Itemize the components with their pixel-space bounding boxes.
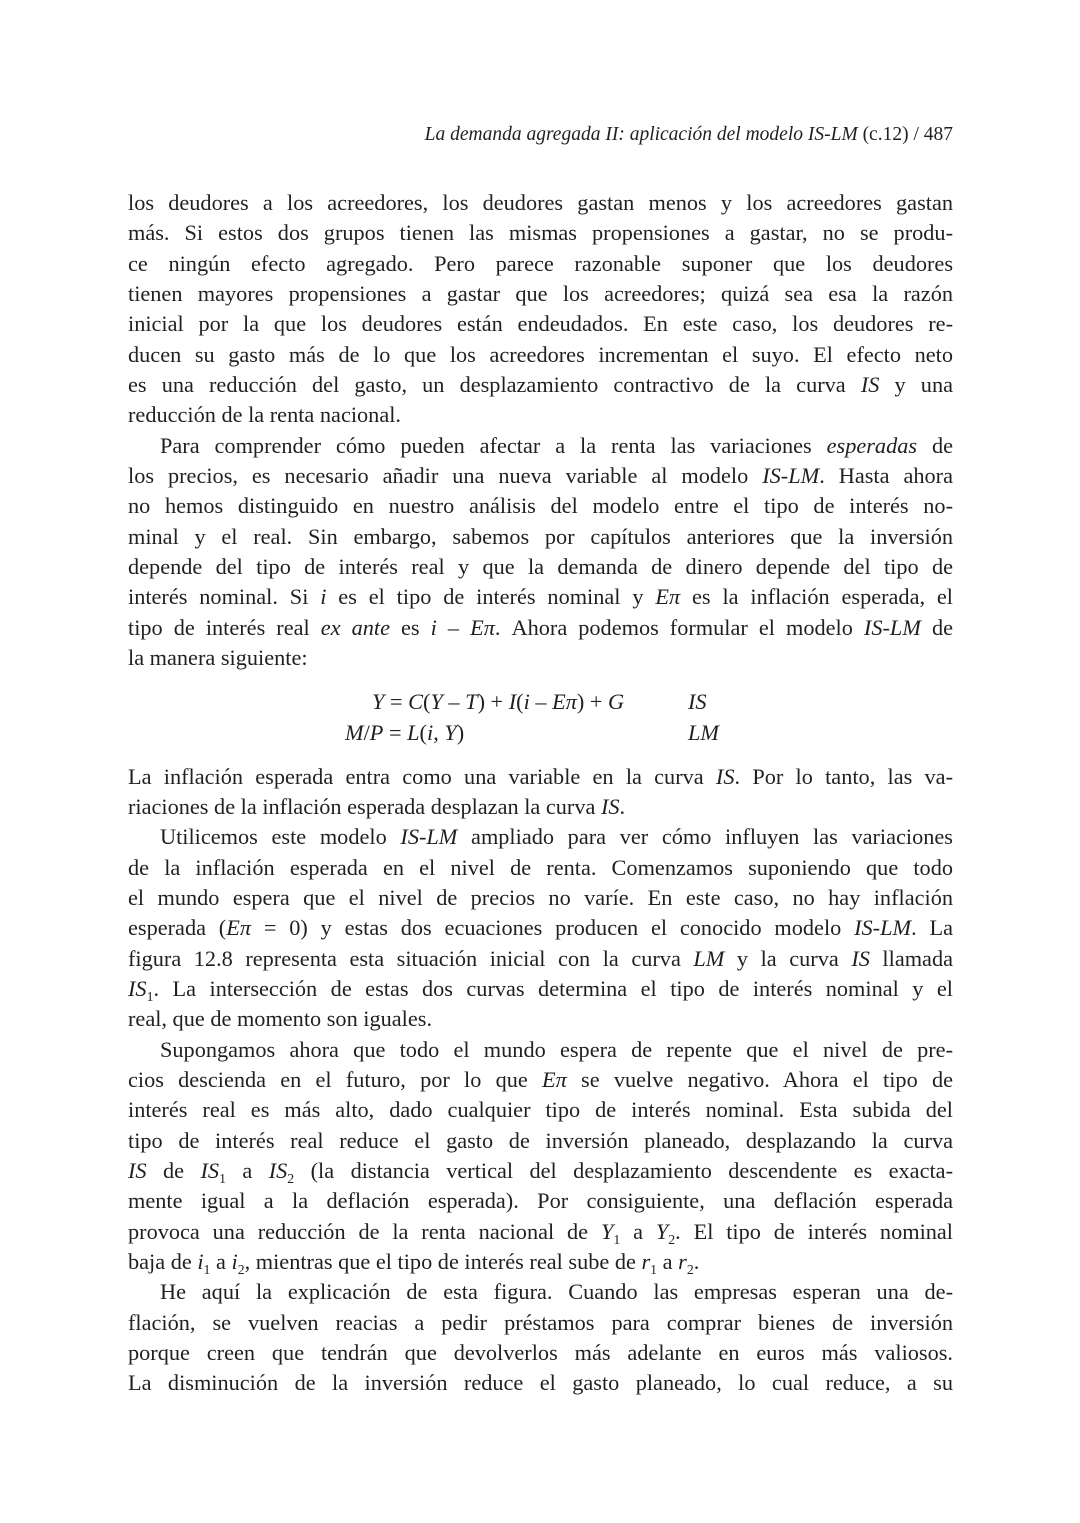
text-run: = 0) y estas dos ecuaciones producen el conocido modelo: [251, 915, 855, 941]
text-run: reducción de la renta nacional.: [128, 402, 401, 428]
text-run: es una reducción del gasto, un desplazamiento contractivo de la curva: [128, 372, 861, 398]
text-run: Para comprender cómo pueden afectar a la renta las variaciones: [160, 432, 827, 458]
italic-text: Eπ: [552, 688, 577, 714]
italic-text: IS: [715, 763, 735, 789]
italic-text: Eπ: [542, 1066, 567, 1092]
text-run: figura 12.8 representa esta situación inicial con la curva: [128, 945, 694, 971]
text-line: [128, 883, 953, 913]
italic-text: IS: [128, 1157, 147, 1183]
italic-text: i: [426, 719, 434, 745]
text-run: de la inflación esperada en el nivel de renta. Comenzamos suponiendo que todo: [128, 854, 953, 880]
text-run: a: [225, 1157, 269, 1183]
italic-text: IS: [268, 1157, 288, 1183]
paragraph: [128, 1277, 953, 1398]
text-run: –: [442, 688, 466, 714]
text-run: ce ningún efecto agregado. Pero parece razonable suponer que los deudores: [128, 250, 953, 276]
italic-text: C: [408, 688, 424, 714]
italic-text: P: [369, 719, 384, 745]
text-run: riaciones de la inflación esperada desplazan la curva: [128, 793, 601, 819]
paragraph: [128, 431, 953, 674]
text-run: la manera siguiente:: [128, 645, 308, 671]
paragraph: [128, 822, 953, 1034]
text-run: ducen su gasto más de lo que los acreedores incrementan el suyo. El efecto neto: [128, 341, 953, 367]
text-line: [128, 582, 953, 612]
italic-text: IS: [860, 372, 880, 398]
text-line: [128, 491, 953, 521]
subscript: 2: [668, 1231, 676, 1247]
text-run: Supongamos ahora que todo el mundo espera de repente que el nivel de pre-: [160, 1036, 953, 1062]
text-run: porque creen que tendrán que devolverlos más adelante en euros más valiosos.: [128, 1340, 953, 1366]
italic-text: G: [608, 688, 625, 714]
text-run: =: [384, 688, 409, 714]
text-run: provoca una reducción de la renta nacional de: [128, 1218, 601, 1244]
subscript: 2: [287, 1170, 295, 1186]
text-run: (la distancia vertical del desplazamiento descendente es exacta-: [294, 1157, 953, 1183]
text-run: a: [210, 1249, 232, 1274]
text-line: [128, 461, 953, 491]
header-page-number: (c.12) / 487: [862, 124, 953, 145]
text-run: (: [516, 688, 524, 714]
text-run: baja de: [128, 1249, 198, 1274]
italic-text: r: [641, 1249, 651, 1274]
italic-text: Eπ: [655, 584, 681, 610]
italic-text: i: [523, 688, 530, 714]
header-title: La demanda agregada II: aplicación del modelo IS-LM: [424, 124, 858, 145]
text-run: . Hasta ahora: [819, 463, 953, 489]
text-run: interés real es más alto, dado cualquier tipo de interés nominal. Esta subida del: [128, 1097, 953, 1123]
italic-text: M: [345, 719, 364, 745]
text-run: .: [693, 1249, 700, 1274]
text-line: [128, 188, 953, 218]
text-line: [128, 1217, 953, 1247]
text-run: depende del tipo de interés real y que la demanda de dinero depende del tipo de: [128, 554, 953, 580]
subscript: 2: [237, 1261, 245, 1277]
text-line: [128, 1035, 953, 1065]
paragraph: [128, 1035, 953, 1278]
italic-text: Y: [600, 1218, 614, 1244]
text-run: La disminución de la inversión reduce el gasto planeado, lo cual reduce, a su: [128, 1370, 953, 1396]
text-run: es la inflación esperada, el: [680, 584, 953, 610]
text-run: –: [529, 688, 553, 714]
text-run: esperada (: [128, 915, 227, 941]
text-run: mente igual a la deflación esperada). Por consiguiente, una deflación esperada: [128, 1188, 953, 1214]
text-run: tienen mayores propensiones a gastar que los acreedores; quizá sea esa la razón: [128, 281, 953, 307]
italic-text: LM: [693, 945, 725, 971]
equation-block: [128, 674, 953, 762]
italic-text: IS-LM: [863, 614, 921, 640]
italic-text: Eπ: [226, 915, 252, 941]
text-run: tipo de interés real reduce el gasto de inversión planeado, desplazando la curva: [128, 1127, 953, 1153]
text-run: . La: [911, 915, 954, 941]
text-line: [128, 309, 953, 339]
italic-text: Y: [372, 688, 385, 714]
italic-text: ex ante: [320, 614, 390, 640]
text-run: cios descienda en el futuro, por lo que: [128, 1066, 543, 1092]
text-line: [128, 218, 953, 248]
text-line: [128, 249, 953, 279]
text-run: ) +: [477, 688, 509, 714]
text-line: [128, 1308, 953, 1338]
text-run: ampliado para ver cómo influyen las variaciones: [457, 824, 953, 850]
text-run: ) +: [576, 688, 609, 714]
text-run: a: [657, 1249, 679, 1274]
text-line: [128, 340, 953, 370]
text-run: y una: [879, 372, 953, 398]
text-line: [128, 822, 953, 852]
text-run: La inflación esperada entra como una variable en la curva: [128, 763, 716, 789]
italic-text: i: [197, 1249, 204, 1274]
italic-text: IS: [128, 975, 147, 1001]
text-run: He aquí la explicación de esta figura. Cuando las empresas esperan una de-: [160, 1279, 953, 1305]
italic-text: Y: [444, 719, 457, 745]
text-run: los precios, es necesario añadir una nueva variable al modelo: [128, 463, 763, 489]
paragraph: [128, 188, 953, 431]
text-run: /: [363, 719, 370, 745]
text-line: [128, 762, 953, 792]
text-line: [128, 853, 953, 883]
italic-text: IS-LM: [400, 824, 458, 850]
subscript: 1: [203, 1261, 211, 1277]
text-line: [128, 1126, 953, 1156]
text-run: de: [920, 614, 953, 640]
text-run: . El tipo de interés nominal: [675, 1218, 954, 1244]
italic-text: i: [231, 1249, 238, 1274]
text-run: . La intersección de estas dos curvas determina el tipo de interés nominal y el: [153, 975, 953, 1001]
subscript: 1: [219, 1170, 226, 1186]
text-run: se vuelve negativo. Ahora el tipo de: [566, 1066, 953, 1092]
subscript: 2: [686, 1261, 694, 1277]
text-run: a: [620, 1218, 656, 1244]
text-run: (: [423, 688, 431, 714]
italic-text: T: [465, 688, 478, 714]
text-run: ): [456, 719, 465, 745]
text-run: . Ahora podemos formular el modelo: [494, 614, 864, 640]
text-run: no hemos distinguido en nuestro análisis del modelo entre el tipo de interés no-: [128, 493, 953, 519]
text-line: [128, 643, 953, 673]
text-run: es: [389, 614, 431, 640]
text-run: .: [619, 793, 626, 819]
text-run: , mientras que el tipo de interés real sube de: [244, 1249, 642, 1274]
text-line: [128, 279, 953, 309]
text-run: flación, se vuelven reacias a pedir préstamos para comprar bienes de inversión: [128, 1309, 953, 1335]
text-line: [128, 792, 953, 822]
text-line: [128, 370, 953, 400]
text-line: [128, 1277, 953, 1307]
text-run: real, que de momento son iguales.: [128, 1006, 433, 1032]
text-run: llamada: [869, 945, 953, 971]
italic-text: IS-LM: [854, 915, 912, 941]
body-text: [128, 188, 953, 1399]
text-line: [128, 1095, 953, 1125]
text-run: =: [383, 719, 408, 745]
text-line: [128, 613, 953, 643]
text-run: minal y el real. Sin embargo, sabemos por capítulos anteriores que la inversión: [128, 523, 953, 549]
italic-text: I: [508, 688, 517, 714]
text-run: interés nominal. Si: [128, 584, 321, 610]
text-run: Utilicemos este modelo: [160, 824, 401, 850]
text-line: [128, 431, 953, 461]
text-line: [128, 400, 953, 430]
subscript: 1: [613, 1231, 621, 1247]
text-line: [128, 1004, 953, 1034]
equation: [372, 687, 624, 717]
text-line: [128, 1368, 953, 1398]
text-line: [128, 552, 953, 582]
italic-text: L: [407, 719, 420, 745]
italic-text: i – Eπ: [430, 614, 495, 640]
italic-text: r: [678, 1249, 687, 1274]
text-run: de: [146, 1157, 201, 1183]
text-line: [128, 1186, 953, 1216]
text-run: ,: [433, 719, 445, 745]
text-run: . Por lo tanto, las va-: [734, 763, 953, 789]
running-header: [425, 124, 953, 146]
paragraph: [128, 762, 953, 823]
text-line: [128, 1338, 953, 1368]
equation-label: LM: [688, 719, 719, 745]
italic-text: i: [320, 584, 327, 610]
italic-text: IS: [600, 793, 620, 819]
text-run: los deudores a los acreedores, los deudores gastan menos y los acreedores gastan: [128, 190, 953, 215]
text-run: y la curva: [724, 945, 852, 971]
text-run: es el tipo de interés nominal y: [326, 584, 656, 610]
text-line: [128, 974, 953, 1004]
subscript: 1: [146, 988, 154, 1004]
italic-text: IS-LM: [762, 463, 820, 489]
italic-text: esperadas: [826, 432, 918, 458]
text-line: [128, 1156, 953, 1186]
equation-label: IS: [688, 688, 707, 714]
text-line: [128, 944, 953, 974]
text-line: [128, 522, 953, 552]
italic-text: Y: [430, 688, 443, 714]
subscript: 1: [650, 1261, 658, 1277]
italic-text: IS: [200, 1157, 220, 1183]
equation: [345, 718, 464, 748]
text-run: el mundo espera que el nivel de precios no varíe. En este caso, no hay inflación: [128, 884, 953, 910]
text-run: inicial por la que los deudores están endeudados. En este caso, los deudores re-: [128, 311, 953, 337]
text-run: de: [917, 432, 954, 458]
text-run: más. Si estos dos grupos tienen las mismas propensiones a gastar, no se produ-: [128, 220, 953, 246]
text-line: [128, 1065, 953, 1095]
text-line: [128, 913, 953, 943]
text-run: (: [419, 719, 427, 745]
text-line: [128, 1247, 953, 1277]
italic-text: IS: [851, 945, 870, 971]
text-run: tipo de interés real: [128, 614, 321, 640]
italic-text: Y: [655, 1218, 669, 1244]
